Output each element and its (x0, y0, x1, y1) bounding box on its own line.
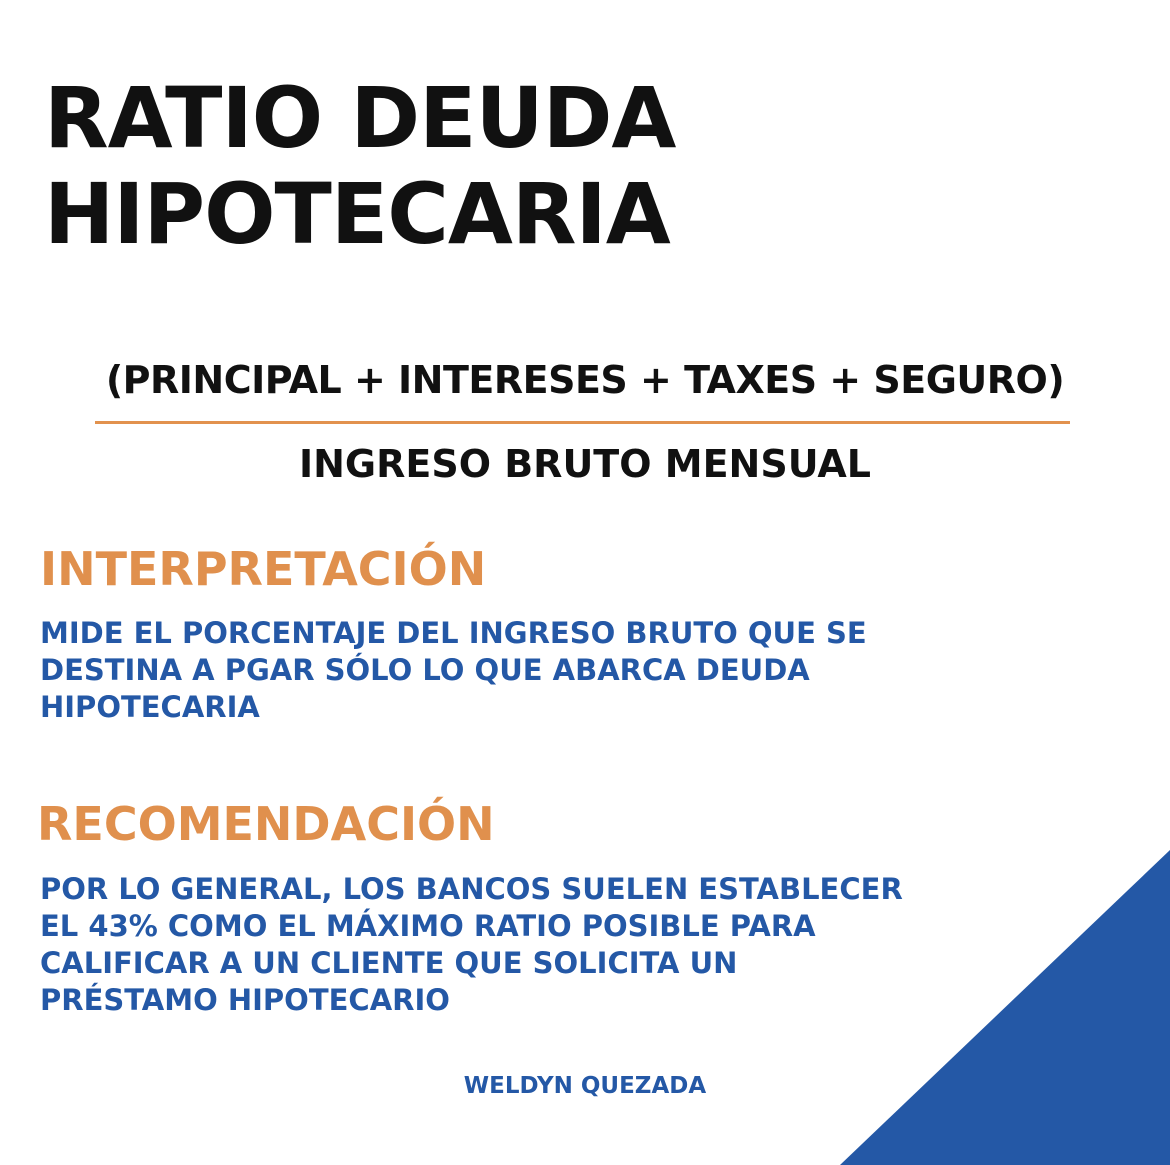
recommendation-line: EL 43% COMO EL MÁXIMO RATIO POSIBLE PARA (40, 909, 816, 943)
blue-corner-triangle (840, 850, 1170, 1165)
recommendation-line: PRÉSTAMO HIPOTECARIO (40, 983, 450, 1017)
interpretation-line: HIPOTECARIA (40, 690, 260, 724)
formula-numerator: (PRINCIPAL + INTERESES + TAXES + SEGURO) (105, 358, 1065, 402)
page-title (44, 70, 675, 262)
title-line-2: HIPOTECARIA (44, 165, 670, 263)
title-line-1: RATIO DEUDA (44, 69, 676, 167)
interpretation-heading: INTERPRETACIÓN (40, 542, 487, 596)
interpretation-line: DESTINA A PGAR SÓLO LO QUE ABARCA DEUDA (40, 653, 810, 687)
interpretation-text (40, 615, 867, 726)
recommendation-line: CALIFICAR A UN CLIENTE QUE SOLICITA UN (40, 946, 738, 980)
interpretation-line: MIDE EL PORCENTAJE DEL INGRESO BRUTO QUE SE (40, 616, 867, 650)
recommendation-line: POR LO GENERAL, LOS BANCOS SUELEN ESTABLECER (40, 872, 903, 906)
formula-numerator-row (0, 358, 1170, 402)
author-credit: WELDYN QUEZADA (463, 1073, 707, 1099)
formula-denominator: INGRESO BRUTO MENSUAL (298, 442, 872, 486)
recommendation-text (40, 871, 903, 1019)
fraction-divider (95, 421, 1070, 424)
recommendation-heading: RECOMENDACIÓN (37, 797, 495, 851)
